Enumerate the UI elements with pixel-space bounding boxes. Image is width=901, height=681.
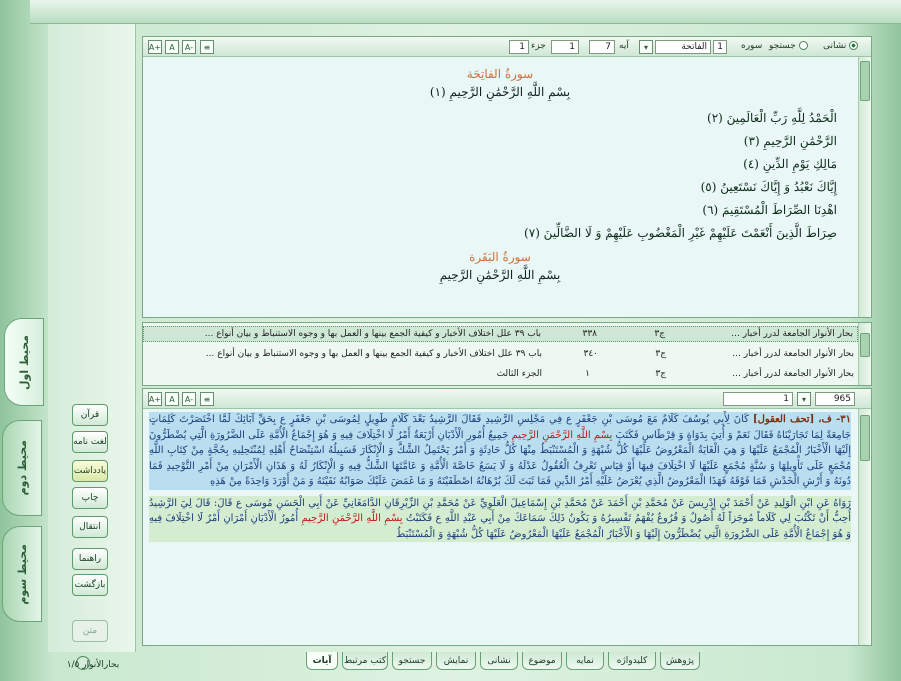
text-button[interactable]: متن	[72, 620, 108, 642]
result-volume: ج٣	[655, 349, 666, 359]
hadith-scroll-thumb[interactable]	[860, 415, 870, 461]
tab-research[interactable]: پژوهش	[660, 652, 700, 670]
tab-related-books[interactable]: کتب مرتبط	[342, 652, 388, 670]
result-title: باب ٣٩ علل اختلاف الأخبار و كيفية الجمع بينها و العمل بها و وجوه الاستنباط و بيان أنواع ...	[204, 329, 541, 339]
results-scroll-thumb[interactable]	[860, 333, 870, 357]
help-button[interactable]: راهنما	[72, 548, 108, 570]
hadith-paragraph-2[interactable]	[149, 496, 851, 543]
search-radio[interactable]	[799, 41, 808, 50]
transfer-button[interactable]: انتقال	[72, 516, 108, 538]
sura-title-fatiha: سورةُ الفاتِحَة	[466, 67, 534, 81]
hadith-text-segment: أُمُورُ الْأَدْيَانِ أَمْرَانِ أَمْرٌ لَا اخْتِلَافَ فِيهِ وَ هُوَ إِجْمَاعُ الْأُمَّةِ عَلَى الضَّرُورَةِ الَّتِي يُضْطَرُّونَ إِلَيْهَا وَ الْأَخْبَارُ الْمُجْمَعُ عَلَيْهَا الْمَعْرُوضُ عَلَيْهَا كُلُّ شُبْهَةٍ وَ الْمُسْتَنْبَطُ	[149, 513, 851, 540]
verse[interactable]: الْحَمْدُ لِلَّهِ رَبِّ الْعَالَمِينَ (٢)	[707, 111, 837, 125]
result-title: الجزء الثالث	[496, 369, 542, 379]
result-book: بحار الأنوار الجامعة لدرر أخبار ...	[732, 349, 854, 359]
juz-label: جزء	[531, 41, 546, 51]
zoom-out-icon[interactable]: A-	[182, 40, 196, 54]
hadith-toolbar	[143, 389, 871, 409]
zoom-out-icon[interactable]: A-	[182, 392, 196, 406]
hadith-basmala: بِسْمِ اللَّهِ الرَّحْمَنِ الرَّحِيمِ	[511, 429, 613, 441]
tab-display[interactable]: نمایش	[436, 652, 476, 670]
sura-label: سوره	[741, 41, 763, 51]
hadith-pane	[142, 388, 872, 646]
note-button[interactable]: یادداشت	[72, 460, 108, 482]
quran-pane	[142, 36, 872, 318]
results-list	[142, 322, 872, 386]
left-button-panel	[48, 24, 136, 652]
result-volume: ج٣	[654, 329, 665, 339]
address-radio[interactable]	[849, 41, 858, 50]
side-tab-third[interactable]	[2, 526, 42, 622]
verse[interactable]: اهْدِنَا الصِّرَاطَ الْمُسْتَقِيمَ (٦)	[702, 203, 837, 217]
address-mode-label: نشانی	[823, 41, 847, 51]
verse[interactable]: إِيَّاكَ نَعْبُدُ وَ إِيَّاكَ نَسْتَعِينُ (٥)	[700, 180, 837, 194]
print-button[interactable]: چاپ	[72, 487, 108, 509]
hadith-paragraph-1[interactable]	[149, 412, 851, 490]
sura-number-field[interactable]: 1	[713, 40, 727, 54]
page-dropdown-icon[interactable]: ▾	[797, 392, 811, 406]
page-current-field[interactable]: 1	[723, 392, 793, 406]
result-page: ٣٤٠	[583, 349, 598, 359]
basmala-baqara: بِسْمِ اللَّهِ الرَّحْمَٰنِ الرَّحِيمِ	[439, 268, 561, 282]
quran-toolbar	[143, 37, 871, 57]
hadith-text-segment: كَانَ لِأَبِي يُوسُفَ كَلَامٌ مَعَ مُوسَى بْنِ جَعْفَرٍ ع فِي مَجْلِسِ الرَّشِيدِ فَقَالَ الرَّشِيدُ بَعْدَ كَلَامٍ طَوِيلٍ لِمُوسَى بْنِ جَعْفَرٍ ع بِحَقِّ آبَائِكَ لَمَّا اخْتَصَرْتَ كَلِمَاتٍ جَامِعَةً لِمَا تَجَارَيْنَاهُ فَقَالَ نَعَمْ وَ أُتِيَ بِدَوَاةٍ وَ قِرْطَاسٍ فَكَتَبَ	[149, 414, 851, 441]
status-bar: بحارالأنوار ١/٥	[66, 660, 120, 670]
result-title: باب ٣٩ علل اختلاف الأخبار و كيفية الجمع بينها و العمل بها و وجوه الاستنباط و بيان أنواع ...	[205, 349, 542, 359]
list-icon[interactable]: ≡	[200, 40, 214, 54]
side-tab-third-label: محیط سوم	[15, 543, 29, 605]
side-tab-second-label: محیط دوم	[15, 440, 29, 496]
sura-title-baqara: سورةُ البَقَرة	[469, 250, 531, 264]
side-tab-first-label: محیط اول	[17, 334, 31, 390]
zoom-in-icon[interactable]: A+	[148, 392, 162, 406]
aya-field[interactable]: 7	[589, 40, 615, 54]
hadith-text	[143, 409, 857, 645]
search-mode-option[interactable]	[769, 41, 808, 51]
hadith-number: ٣١- ف،	[818, 414, 851, 425]
zoom-in-icon[interactable]: A+	[148, 40, 162, 54]
tab-index[interactable]: نمایه	[566, 652, 604, 670]
tab-subject[interactable]: موضوع	[522, 652, 562, 670]
bottom-tabs	[270, 652, 870, 672]
list-item[interactable]	[143, 367, 858, 383]
result-book: بحار الأنوار الجامعة لدرر أخبار ...	[731, 329, 853, 339]
address-mode-option[interactable]	[823, 41, 858, 51]
side-tab-first[interactable]	[4, 318, 44, 406]
verse[interactable]: الرَّحْمَٰنِ الرَّحِيمِ (٣)	[743, 134, 837, 148]
side-tab-second[interactable]	[2, 420, 42, 516]
hadith-text-segment: جَمِيعُ أُمُورِ الْأَدْيَانِ أَرْبَعَةٌ أَمْرٌ لَا اخْتِلَافَ فِيهِ وَ هُوَ إِجْمَاعُ الْأُمَّةِ عَلَى الضَّرُورَةِ الَّتِي يُضْطَرُّونَ إِلَيْهَا الْأَخْبَارُ الْمُجْمَعُ عَلَيْهَا وَ هِيَ الْغَايَةُ الْمَعْرُوضُ عَلَيْهَا كُلُّ شُبْهَةٍ وَ الْمُسْتَنْبَطُ مِنْهَا كُلُّ حَادِثَةٍ وَ أَمْرٌ يَحْتَمِلُ الشَّكَّ وَ الْإِنْكَارَ فَسَبِيلُهُ اسْتِنْصَاحُ أَهْلِهِ لِمُنْتَحِلِيهِ بِحُجَّةٍ مِنْ كِتَابِ اللَّهِ مُجْمَعٍ عَلَى تَأْوِيلِهَا وَ سُنَّةٍ مُجْمَعٍ عَلَيْهَا لَا اخْتِلَافَ فِيهَا أَوْ قِيَاسٍ تَعْرِفُ الْعُقُولُ عَدْلَهُ وَ لَا يَسَعُ خَاصَّةَ الْأُمَّةِ وَ عَامَّتَهَا الشَّكُّ فِيهِ وَ الْإِنْكَارُ لَهُ وَ هَذَانِ الْأَمْرَانِ مِنْ أَمْرِ التَّوْحِيدِ فَمَا دُونَهُ وَ أَرْشِ الْخَدْشِ فَمَا فَوْقَهُ فَهَذَا الْمَعْرُوضُ الَّذِي يُعْرَضُ عَلَيْهِ أَمْرُ الدِّينِ فَمَا ثَبَتَ لَكَ بُرْهَانُهُ اصْطَفَيْتَهُ وَ مَا غَمَضَ عَلَيْكَ صَوَابُهُ نَفَيْتَهُ وَ مَنْ أَوْرَدَ وَاحِدَةً مِنْ هَذِهِ	[149, 429, 851, 487]
quran-scrollbar[interactable]	[858, 57, 871, 317]
basmala-fatiha: بِسْمِ اللَّهِ الرَّحْمَٰنِ الرَّحِيمِ (١)	[429, 85, 571, 99]
dictionary-button[interactable]: لغت نامه	[72, 431, 108, 453]
aya-label: آیه	[619, 41, 629, 51]
list-icon[interactable]: ≡	[200, 392, 214, 406]
tab-keyword[interactable]: کلیدواژه	[608, 652, 656, 670]
sura-dropdown-icon[interactable]: ▾	[639, 40, 653, 54]
search-mode-label: جستجو	[769, 41, 796, 51]
juz-field[interactable]: 1	[509, 40, 529, 54]
result-page: ١	[585, 369, 590, 379]
aya-field-2[interactable]: 1	[551, 40, 579, 54]
quran-scroll-thumb[interactable]	[860, 61, 870, 101]
font-icon[interactable]: A	[165, 40, 179, 54]
quran-text	[143, 57, 857, 317]
hadith-basmala: بِسْمِ اللَّهِ الرَّحْمَنِ الرَّحِيمِ	[301, 513, 403, 524]
sura-name-field[interactable]: الفاتحة	[655, 40, 711, 54]
result-page: ٣٣٨	[582, 329, 597, 339]
quran-button[interactable]: قرآن	[72, 404, 108, 426]
page-total-field: 965	[815, 392, 855, 406]
list-item[interactable]	[143, 326, 858, 342]
side-tabs	[0, 260, 44, 640]
hadith-text-segment: رَوَاهُ عَنِ ابْنِ الْوَلِيدِ عَنْ أَحْمَدَ بْنِ إِدْرِيسَ عَنْ مُحَمَّدِ بْنِ أَحْمَدَ عَنْ مُحَمَّدِ بْنِ إِسْمَاعِيلَ الْعَلَوِيِّ عَنْ مُحَمَّدِ بْنِ الزِّبْرِقَانِ الدَّامَغَانِيِّ عَنْ أَبِي الْحَسَنِ مُوسَى ع قَالَ: قَالَ لِيَ الرَّشِيدُ أُحِبُّ أَنْ تَكْتُبَ لِي كَلَاماً مُوجَزاً لَهُ أُصُولٌ وَ فُرُوعٌ يُفْهَمُ تَفْسِيرُهُ وَ يَكُونُ ذَلِكَ سَمَاعَكَ مِنْ أَبِي عَبْدِ اللَّهِ ع فَكَتَبْتُ	[149, 497, 851, 524]
back-button[interactable]: بازگشت	[72, 574, 108, 596]
result-book: بحار الأنوار الجامعة لدرر أخبار ...	[732, 369, 854, 379]
list-item[interactable]	[143, 347, 858, 363]
tab-address[interactable]: نشانی	[480, 652, 518, 670]
tab-search[interactable]: جستجو	[392, 652, 432, 670]
verse[interactable]: مَالِكِ يَوْمِ الدِّينِ (٤)	[743, 157, 837, 171]
verse[interactable]: صِرَاطَ الَّذِينَ أَنْعَمْتَ عَلَيْهِمْ غَيْرِ الْمَغْضُوبِ عَلَيْهِمْ وَ لَا الضَّالِّينَ (٧)	[524, 226, 837, 240]
results-scrollbar[interactable]	[858, 323, 871, 385]
font-icon[interactable]: A	[165, 392, 179, 406]
title-bar	[30, 0, 901, 24]
hadith-source: [تحف العقول]	[752, 414, 815, 425]
hadith-scrollbar[interactable]	[858, 409, 871, 645]
result-volume: ج٣	[655, 369, 666, 379]
tab-verses[interactable]: آیات	[306, 652, 338, 670]
